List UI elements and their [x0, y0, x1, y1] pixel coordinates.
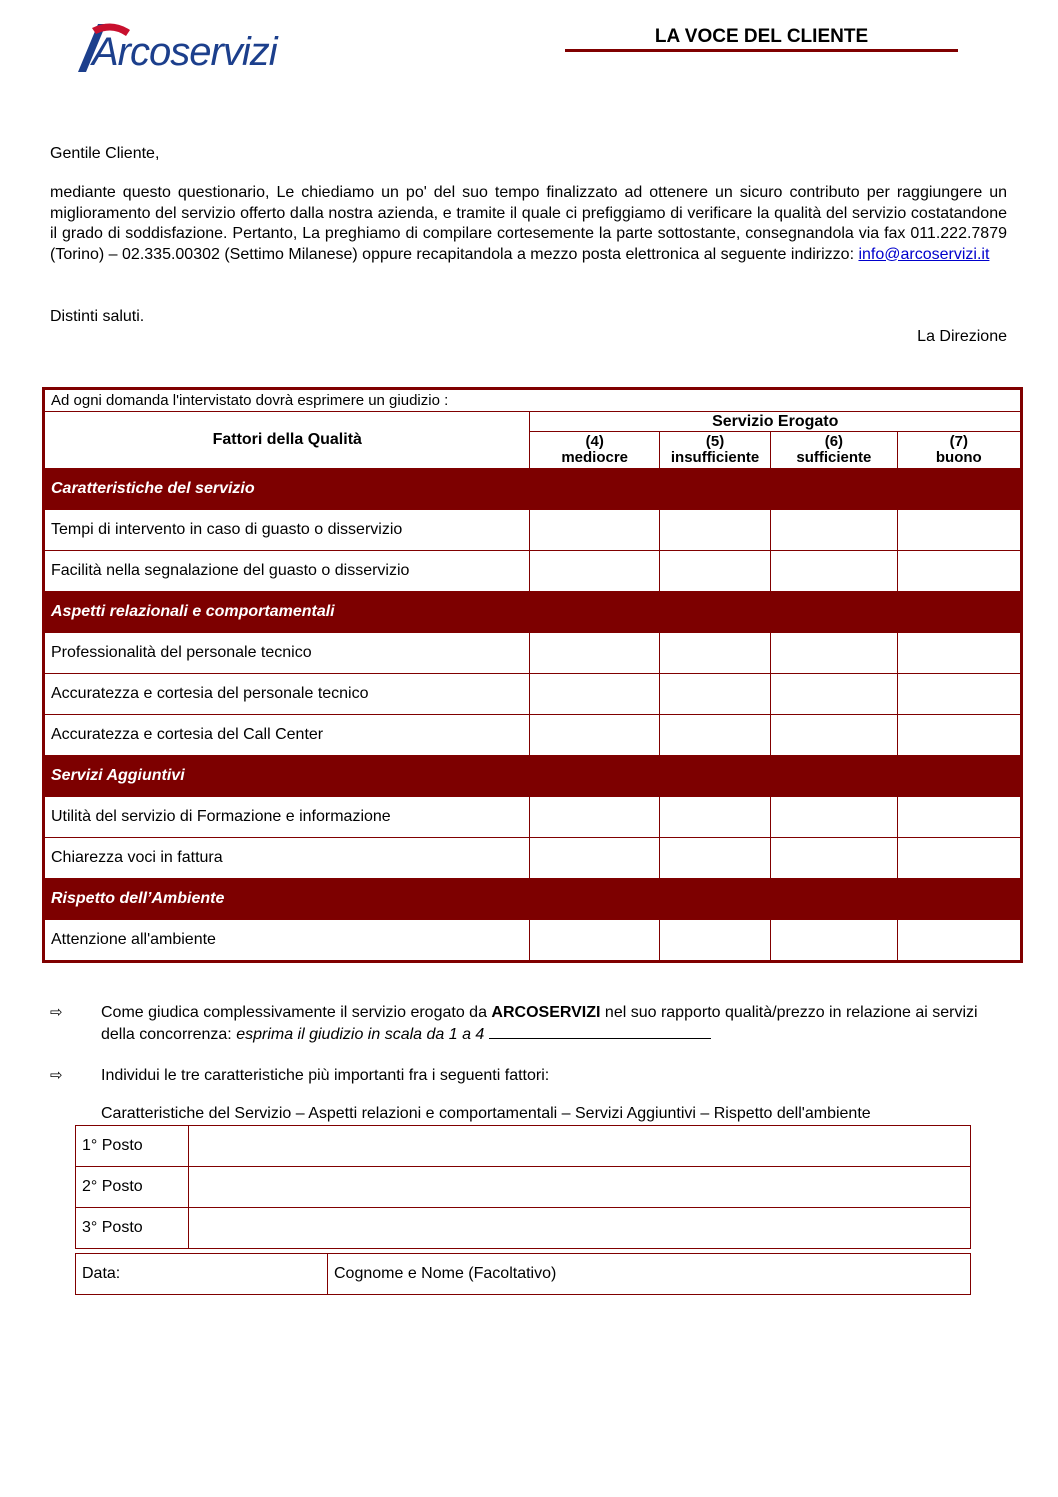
question-row [44, 797, 1022, 838]
question-row [44, 920, 1022, 962]
rating-cell-7[interactable] [897, 510, 1021, 551]
question-label: Accuratezza e cortesia del personale tecnico [44, 674, 530, 715]
arrow-right-icon: ⇨ [50, 1067, 63, 1084]
scale-num: (6) [824, 433, 844, 450]
section-title: Servizi Aggiuntivi [44, 756, 1022, 797]
arrow-right-icon: ⇨ [50, 1004, 63, 1021]
email-link[interactable]: info@arcoservizi.it [858, 245, 990, 263]
question-label: Facilità nella segnalazione del guasto o disservizio [44, 551, 530, 592]
rating-cell-7[interactable] [897, 715, 1021, 756]
arcoservizi-logo [72, 20, 302, 80]
question-label: Accuratezza e cortesia del Call Center [44, 715, 530, 756]
rank-label: 2° Posto [76, 1167, 189, 1208]
document-title: LA VOCE DEL CLIENTE [654, 26, 869, 47]
section-row [44, 592, 1022, 633]
rating-cell-5[interactable] [659, 920, 770, 962]
rating-cell-4[interactable] [530, 551, 659, 592]
question-overall [101, 1003, 1007, 1045]
question-row [44, 674, 1022, 715]
question-label: Tempi di intervento in caso di guasto o disservizio [44, 510, 530, 551]
scale-header-6 [771, 432, 897, 469]
scale-label: mediocre [561, 449, 629, 466]
rank-label: 1° Posto [76, 1126, 189, 1167]
rating-cell-5[interactable] [659, 674, 770, 715]
section-row [44, 469, 1022, 510]
rating-cell-5[interactable] [659, 551, 770, 592]
ranking-row [76, 1167, 971, 1208]
question-row [44, 633, 1022, 674]
rating-cell-6[interactable] [771, 797, 897, 838]
signature: La Direzione [917, 328, 1007, 345]
rank-answer-field[interactable] [189, 1126, 971, 1167]
rating-cell-6[interactable] [771, 715, 897, 756]
rating-cell-4[interactable] [530, 715, 659, 756]
letter-body-text: mediante questo questionario, Le chiediamo un po' del suo tempo finalizzato ad ottenere un sicuro contributo per raggiungere un miglioramento del servizio offerto dalla nostra azienda, e tramite il quale ci prefiggiamo di verificare la qualità del servizio costatandone il grado di soddisfazione. Pertanto, La preghiamo di compilare cortesemente la parte sottostante, consegnandola via fax 011.222.7879 (Torino) – 02.335.00302 (Settimo Milanese) oppure recapitandola a mezzo posta elettronica al seguente indirizzo: [50, 184, 1007, 263]
section-title: Aspetti relazionali e comportamentali [44, 592, 1022, 633]
scale-label: sufficiente [796, 449, 872, 466]
rating-cell-5[interactable] [659, 510, 770, 551]
rating-cell-6[interactable] [771, 633, 897, 674]
question-label: Utilità del servizio di Formazione e informazione [44, 797, 530, 838]
rank-label: 3° Posto [76, 1208, 189, 1249]
scale-num: (4) [585, 433, 604, 450]
rating-cell-5[interactable] [659, 838, 770, 879]
service-header: Servizio Erogato [530, 412, 1022, 432]
scale-label: buono [935, 449, 982, 466]
rating-cell-7[interactable] [897, 633, 1021, 674]
question-row [44, 551, 1022, 592]
factors-list: Caratteristiche del Servizio – Aspetti relazioni e comportamentali – Servizi Aggiuntivi – Rispetto dell'ambiente [101, 1105, 871, 1122]
brand-name: ARCOSERVIZI [491, 1004, 601, 1021]
question-label: Attenzione all'ambiente [44, 920, 530, 962]
closing: Distinti saluti. [50, 308, 145, 325]
rating-intro: Ad ogni domanda l'intervistato dovrà esprimere un giudizio : [44, 389, 1022, 412]
overall-score-blank[interactable] [489, 1024, 711, 1039]
question-label: Professionalità del personale tecnico [44, 633, 530, 674]
rating-cell-7[interactable] [897, 797, 1021, 838]
factor-header: Fattori della Qualità [44, 412, 530, 469]
ranking-row [76, 1126, 971, 1167]
rank-answer-field[interactable] [189, 1167, 971, 1208]
rating-cell-6[interactable] [771, 551, 897, 592]
scale-num: (5) [705, 433, 725, 450]
scale-header-4 [530, 432, 659, 469]
rank-answer-field[interactable] [189, 1208, 971, 1249]
section-title: Rispetto dell’Ambiente [44, 879, 1022, 920]
rating-cell-6[interactable] [771, 920, 897, 962]
rating-cell-4[interactable] [530, 510, 659, 551]
date-field[interactable]: Data: [76, 1254, 328, 1295]
rating-cell-7[interactable] [897, 838, 1021, 879]
name-field[interactable]: Cognome e Nome (Facoltativo) [328, 1254, 971, 1295]
scale-header-7 [897, 432, 1021, 469]
rating-cell-6[interactable] [771, 510, 897, 551]
rating-cell-4[interactable] [530, 674, 659, 715]
rating-cell-4[interactable] [530, 838, 659, 879]
scale-num: (7) [949, 433, 968, 450]
rating-cell-5[interactable] [659, 633, 770, 674]
section-title: Caratteristiche del servizio [44, 469, 1022, 510]
signoff-row [76, 1254, 971, 1295]
question-row [44, 715, 1022, 756]
scale-instruction: esprima il giudizio in scala da 1 a 4 [236, 1025, 485, 1043]
rating-cell-4[interactable] [530, 920, 659, 962]
ranking-table [75, 1125, 971, 1249]
question-row [44, 510, 1022, 551]
title-underline [565, 49, 958, 52]
letter-body [50, 183, 1007, 265]
scale-label: insufficiente [670, 449, 760, 466]
greeting: Gentile Cliente, [50, 145, 160, 162]
question-overall-text-cont: nel suo rapporto qualità/prezzo in relazione ai servizi della concorrenza: [101, 1004, 978, 1043]
rating-cell-5[interactable] [659, 715, 770, 756]
rating-table [42, 387, 1023, 963]
rating-intro-row [44, 389, 1022, 412]
section-row [44, 879, 1022, 920]
rating-cell-7[interactable] [897, 551, 1021, 592]
section-row [44, 756, 1022, 797]
logo-wordmark: Arcoservizi [92, 30, 277, 74]
rating-cell-6[interactable] [771, 674, 897, 715]
rating-cell-5[interactable] [659, 797, 770, 838]
rating-cell-4[interactable] [530, 797, 659, 838]
ranking-row [76, 1208, 971, 1249]
scale-header-5 [659, 432, 770, 469]
rating-cell-7[interactable] [897, 674, 1021, 715]
question-ranking: Individui le tre caratteristiche più importanti fra i seguenti fattori: [101, 1067, 550, 1084]
question-row [44, 838, 1022, 879]
rating-cell-6[interactable] [771, 838, 897, 879]
rating-cell-4[interactable] [530, 633, 659, 674]
question-overall-text: Come giudica complessivamente il servizio erogato da [101, 1004, 492, 1021]
question-label: Chiarezza voci in fattura [44, 838, 530, 879]
rating-cell-7[interactable] [897, 920, 1021, 962]
signoff-table [75, 1253, 971, 1295]
header-row [44, 412, 1022, 432]
